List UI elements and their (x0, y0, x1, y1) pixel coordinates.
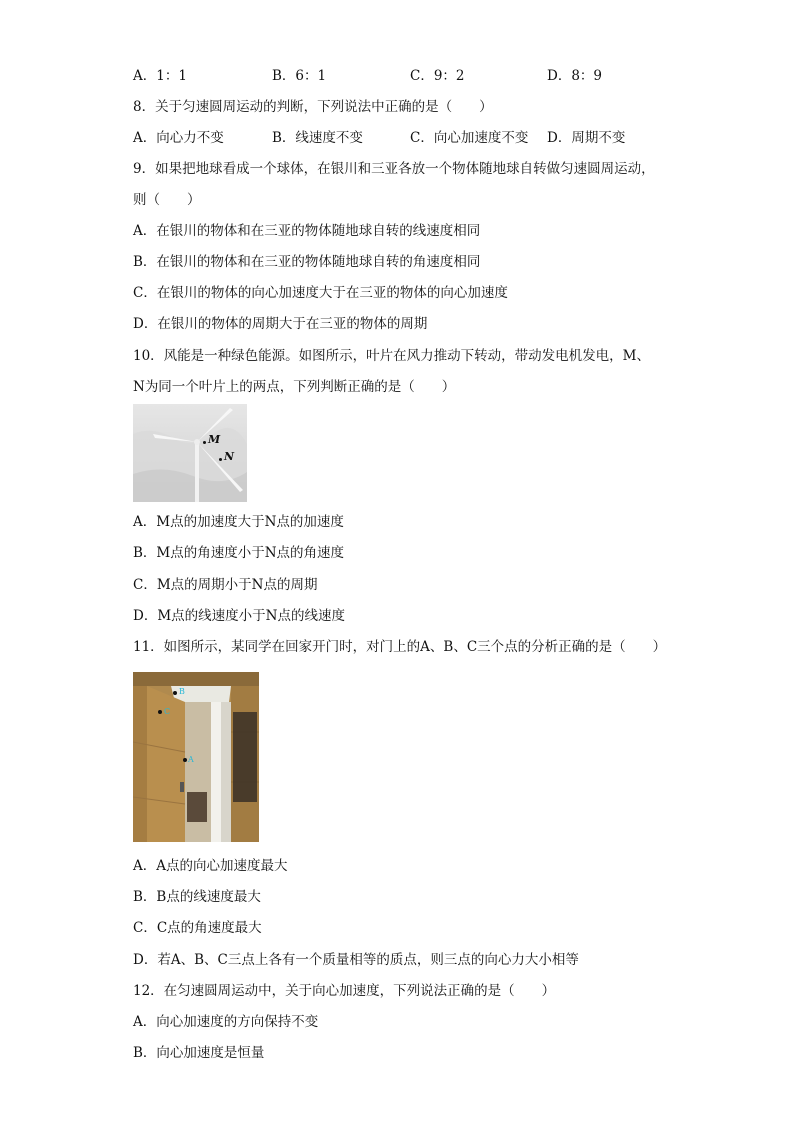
q8-option-c: C．向心加速度不变 (410, 130, 529, 146)
q12-option-b: B．向心加速度是恒量 (133, 1045, 265, 1061)
q11-option-b: B．B点的线速度最大 (133, 889, 261, 905)
point-m-label: M (208, 433, 221, 446)
q10-option-c: C．M点的周期小于N点的周期 (133, 577, 318, 593)
q11-option-a: A．A点的向心加速度最大 (133, 858, 288, 874)
point-b-label: B (179, 687, 185, 696)
q9-option-c: C．在银川的物体的向心加速度大于在三亚的物体的向心加速度 (133, 285, 508, 301)
door-photo-figure (133, 672, 259, 842)
q8-option-d: D．周期不变 (547, 130, 626, 146)
q9-option-d: D．在银川的物体的周期大于在三亚的物体的周期 (133, 316, 428, 332)
point-c-label: C (164, 707, 171, 716)
q10-option-b: B．M点的角速度小于N点的角速度 (133, 545, 345, 561)
q10-stem-line1: 10．风能是一种绿色能源。如图所示，叶片在风力推动下转动，带动发电机发电，M、 (133, 348, 651, 364)
point-b-dot (173, 691, 177, 695)
q12-option-a: A．向心加速度的方向保持不变 (133, 1014, 319, 1030)
q10-option-d: D．M点的线速度小于N点的线速度 (133, 608, 345, 624)
q7-options (133, 66, 653, 86)
q11-option-d: D．若A、B、C三点上各有一个质量相等的质点，则三点的向心力大小相等 (133, 952, 579, 968)
q8-stem: 8．关于匀速圆周运动的判断，下列说法中正确的是（ ） (133, 99, 493, 115)
q10-stem-line2: N为同一个叶片上的两点，下列判断正确的是（ ） (133, 379, 456, 395)
point-a-dot (183, 758, 187, 762)
q7-option-d: D．8：9 (547, 68, 603, 84)
point-n-dot (219, 458, 222, 461)
q9-option-b: B．在银川的物体和在三亚的物体随地球自转的角速度相同 (133, 254, 481, 270)
q9-option-a: A．在银川的物体和在三亚的物体随地球自转的线速度相同 (133, 223, 481, 239)
point-c-dot (158, 710, 162, 714)
q7-option-c: C．9：2 (410, 68, 465, 84)
point-a-label: A (188, 755, 194, 764)
q11-stem: 11．如图所示，某同学在回家开门时，对门上的A、B、C三个点的分析正确的是（ ） (133, 639, 667, 655)
q8-options (133, 128, 653, 148)
q7-option-a: A．1：1 (133, 68, 187, 84)
point-n-label: N (224, 450, 235, 463)
q7-option-b: B．6：1 (272, 68, 327, 84)
point-m-dot (203, 441, 206, 444)
q10-option-a: A．M点的加速度大于N点的加速度 (133, 514, 344, 530)
q8-option-b: B．线速度不变 (272, 130, 363, 146)
q9-stem-line1: 9．如果把地球看成一个球体，在银川和三亚各放一个物体随地球自转做匀速圆周运动， (133, 161, 655, 177)
q9-stem-line2: 则（ ） (133, 192, 201, 208)
wind-turbine-figure (133, 404, 247, 502)
q8-option-a: A．向心力不变 (133, 130, 224, 146)
q11-option-c: C．C点的角速度最大 (133, 920, 262, 936)
q12-stem: 12．在匀速圆周运动中，关于向心加速度，下列说法正确的是（ ） (133, 983, 556, 999)
